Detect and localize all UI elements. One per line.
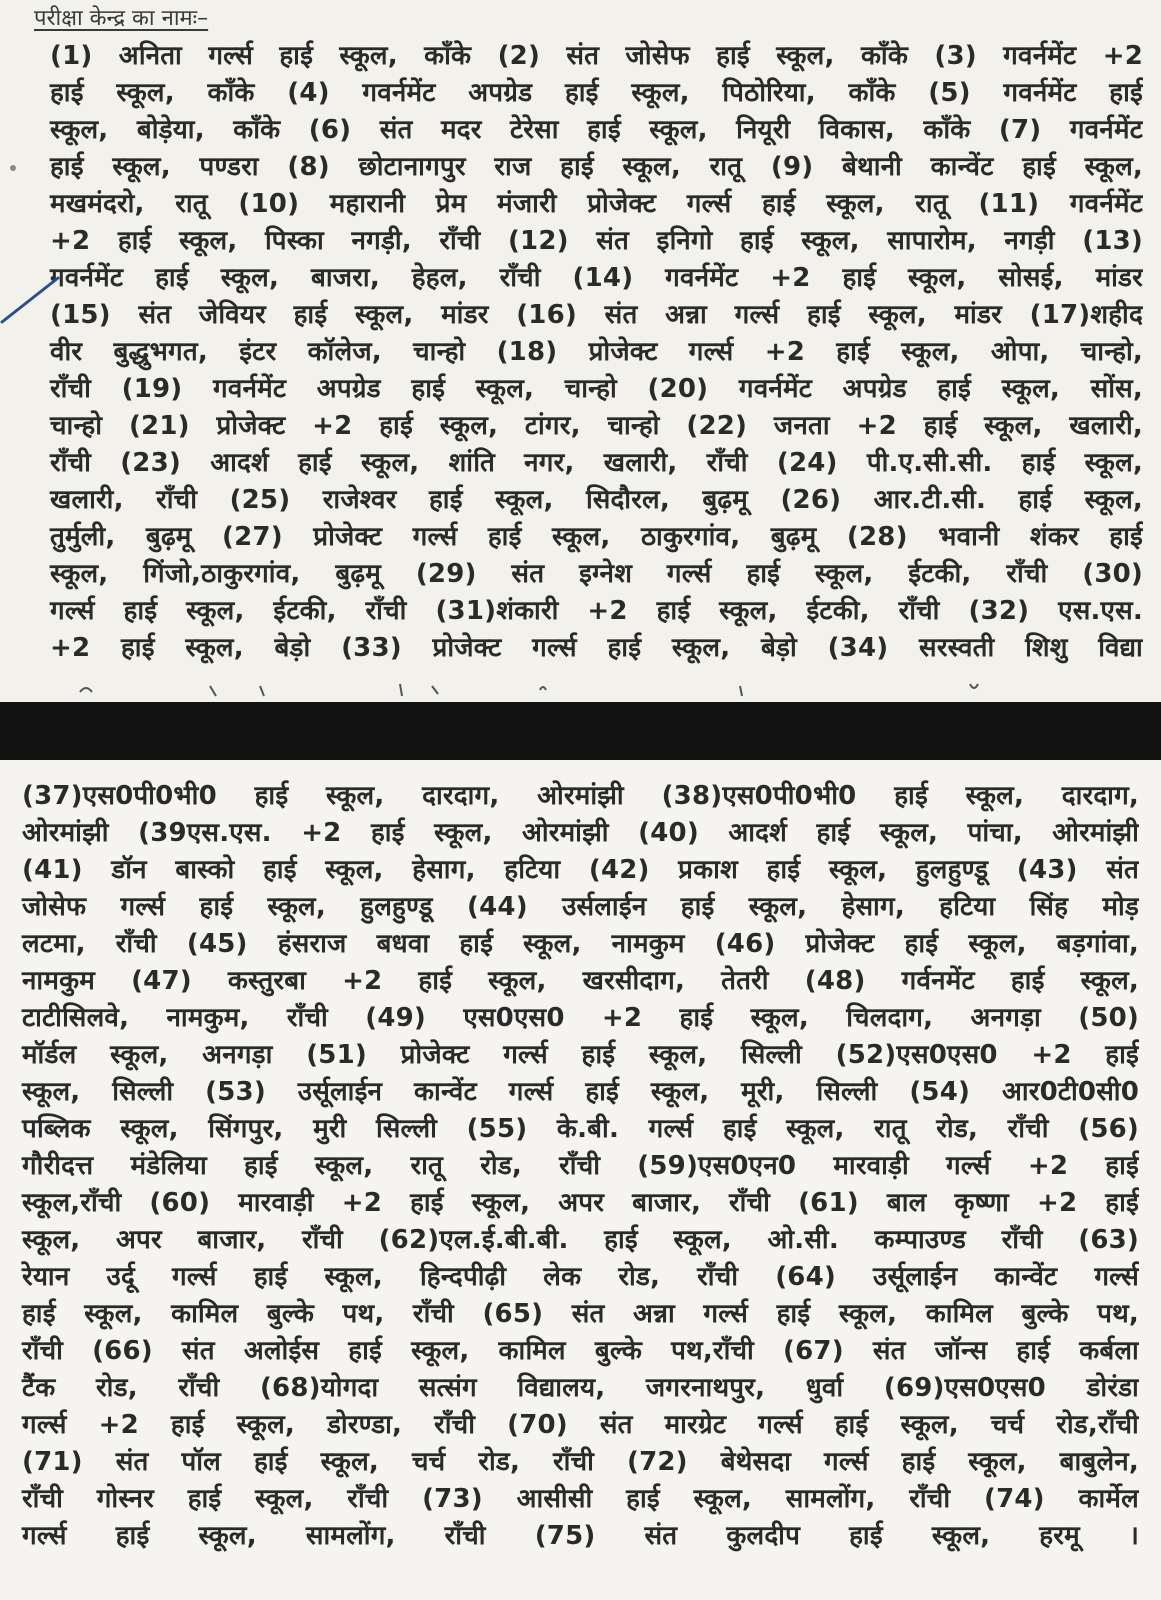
text-line: पब्लिक स्कूल, सिंगपुर, मुरी सिल्ली (55) के.बी. गर्ल्स हाई स्कूल, रातू रोड, राँची (56) (22, 1114, 1139, 1144)
text-line: हाई स्कूल, पण्डरा (8) छोटानागपुर राज हाई स्कूल, रातू (9) बेथानी कान्वेंट हाई स्कूल, (50, 152, 1143, 182)
text-line: स्कूल, सिल्ली (53) उर्सूलाईन कान्वेंट गर्ल्स हाई स्कूल, मूरी, सिल्ली (54) आर0टी0सी0 (22, 1077, 1139, 1107)
text-line: (1) अनिता गर्ल्स हाई स्कूल, काँके (2) संत जोसेफ हाई स्कूल, काँके (3) गवर्नमेंट +2 (50, 41, 1143, 71)
document-page-top (0, 0, 1161, 702)
text-line: मॉर्डल स्कूल, अनगड़ा (51) प्रोजेक्ट गर्ल्स हाई स्कूल, सिल्ली (52)एस0एस0 +2 हाई (22, 1040, 1139, 1070)
centre-list-part-2 (20, 778, 1139, 1555)
text-line: गर्ल्स +2 हाई स्कूल, डोरण्डा, राँची (70) संत मारग्रेट गर्ल्स हाई स्कूल, चर्च रोड,राँची (22, 1410, 1139, 1440)
document-page-bottom (0, 760, 1161, 1600)
text-line: हाई स्कूल, काँके (4) गवर्नमेंट अपग्रेड हाई स्कूल, पिठोरिया, काँके (5) गवर्नमेंट हाई (50, 78, 1143, 108)
text-line: स्कूल, गिंजो,ठाकुरगांव, बुढ़मू (29) संत इग्नेश गर्ल्स हाई स्कूल, ईटकी, राँची (30) (50, 559, 1143, 589)
scan-speck (10, 165, 16, 171)
text-line: हाई स्कूल, कामिल बुल्के पथ, राँची (65) संत अन्ना गर्ल्स हाई स्कूल, कामिल बुल्के पथ, (22, 1299, 1139, 1329)
cut-off-text-fragments (60, 680, 1060, 700)
text-line: (71) संत पॉल हाई स्कूल, चर्च रोड, राँची (72) बेथेसदा गर्ल्स हाई स्कूल, बाबुलेन, (22, 1447, 1139, 1477)
text-line: मखमंदरो, रातू (10) महारानी प्रेम मंजारी प्रोजेक्ट गर्ल्स हाई स्कूल, रातू (11) गवर्नमेंट (50, 189, 1143, 219)
text-line: रेयान उर्दू गर्ल्स हाई स्कूल, हिन्दपीढ़ी लेक रोड, राँची (64) उर्सूलाईन कान्वेंट गर्ल्स (22, 1262, 1139, 1292)
text-line: लटमा, राँची (45) हंसराज बधवा हाई स्कूल, नामकुम (46) प्रोजेक्ट हाई स्कूल, बड़गांवा, (22, 929, 1139, 959)
text-line: राँची गोस्नर हाई स्कूल, राँची (73) आसीसी हाई स्कूल, सामलोंग, राँची (74) कार्मेल (22, 1484, 1139, 1514)
text-line: टाटीसिलवे, नामकुम, राँची (49) एस0एस0 +2 हाई स्कूल, चिलदाग, अनगड़ा (50) (22, 1003, 1139, 1033)
text-line: गर्ल्स हाई स्कूल, सामलोंग, राँची (75) संत कुलदीप हाई स्कूल, हरमू । (22, 1521, 1139, 1551)
text-line: +2 हाई स्कूल, बेड़ो (33) प्रोजेक्ट गर्ल्स हाई स्कूल, बेड़ो (34) सरस्वती शिशु विद्या (50, 633, 1143, 663)
text-line: स्कूल, अपर बाजार, राँची (62)एल.ई.बी.बी. हाई स्कूल, ओ.सी. कम्पाउण्ड राँची (63) (22, 1225, 1139, 1255)
text-line: गवर्नमेंट हाई स्कूल, बाजरा, हेहल, राँची (14) गवर्नमेंट +2 हाई स्कूल, सोसई, मांडर (50, 263, 1143, 293)
text-line: गौरीदत्त मंडेलिया हाई स्कूल, रातू रोड, राँची (59)एस0एन0 मारवाड़ी गर्ल्स +2 हाई (22, 1151, 1139, 1181)
text-line: तुर्मुली, बुढ़मू (27) प्रोजेक्ट गर्ल्स हाई स्कूल, ठाकुरगांव, बुढ़मू (28) भवानी शंकर हाई (50, 522, 1143, 552)
text-line: राँची (66) संत अलोईस हाई स्कूल, कामिल बुल्के पथ,राँची (67) संत जॉन्स हाई कर्बला (22, 1336, 1139, 1366)
exam-centre-heading: परीक्षा केन्द्र का नामः– (34, 6, 209, 31)
text-line: स्कूल, बोड़ेया, काँके (6) संत मदर टेरेसा हाई स्कूल, नियूरी विकास, काँके (7) गवर्नमेंट (50, 115, 1143, 145)
text-line: खलारी, राँची (25) राजेश्वर हाई स्कूल, सिदौरल, बुढ़मू (26) आर.टी.सी. हाई स्कूल, (50, 485, 1143, 515)
text-line: राँची (19) गवर्नमेंट अपग्रेड हाई स्कूल, चान्हो (20) गवर्नमेंट अपग्रेड हाई स्कूल, सोंस, (50, 374, 1143, 404)
text-line: गर्ल्स हाई स्कूल, ईटकी, राँची (31)शंकारी +2 हाई स्कूल, ईटकी, राँची (32) एस.एस. (50, 596, 1143, 626)
centre-list-part-1 (20, 38, 1143, 667)
text-line: +2 हाई स्कूल, पिस्का नगड़ी, राँची (12) संत इनिगो हाई स्कूल, सापारोम, नगड़ी (13) (50, 226, 1143, 256)
text-line: वीर बुद्धुभगत, इंटर कॉलेज, चान्हो (18) प्रोजेक्ट गर्ल्स +2 हाई स्कूल, ओपा, चान्हो, (50, 337, 1143, 367)
text-line: नामकुम (47) कस्तुरबा +2 हाई स्कूल, खरसीदाग, तेतरी (48) गर्वनमेंट हाई स्कूल, (22, 966, 1139, 996)
text-line: (37)एस0पी0भी0 हाई स्कूल, दारदाग, ओरमांझी (38)एस0पी0भी0 हाई स्कूल, दारदाग, (22, 781, 1139, 811)
text-line: चान्हो (21) प्रोजेक्ट +2 हाई स्कूल, टांगर, चान्हो (22) जनता +2 हाई स्कूल, खलारी, (50, 411, 1143, 441)
text-line: टैंक रोड, राँची (68)योगदा सत्संग विद्यालय, जगरनाथपुर, धुर्वा (69)एस0एस0 डोरंडा (22, 1373, 1139, 1403)
text-line: (41) डॉन बास्को हाई स्कूल, हेसाग, हटिया (42) प्रकाश हाई स्कूल, हुलहुण्डू (43) संत (22, 855, 1139, 885)
text-line: राँची (23) आदर्श हाई स्कूल, शांति नगर, खलारी, राँची (24) पी.ए.सी.सी. हाई स्कूल, (50, 448, 1143, 478)
text-line: ओरमांझी (39एस.एस. +2 हाई स्कूल, ओरमांझी (40) आदर्श हाई स्कूल, पांचा, ओरमांझी (22, 818, 1139, 848)
text-line: स्कूल,राँची (60) मारवाड़ी +2 हाई स्कूल, अपर बाजार, राँची (61) बाल कृष्णा +2 हाई (22, 1188, 1139, 1218)
page-separator-bar (0, 702, 1161, 760)
text-line: (15) संत जेवियर हाई स्कूल, मांडर (16) संत अन्ना गर्ल्स हाई स्कूल, मांडर (17)शहीद (50, 300, 1143, 330)
text-line: जोसेफ गर्ल्स हाई स्कूल, हुलहुण्डू (44) उर्सलाईन हाई स्कूल, हेसाग, हटिया सिंह मोड़ (22, 892, 1139, 922)
